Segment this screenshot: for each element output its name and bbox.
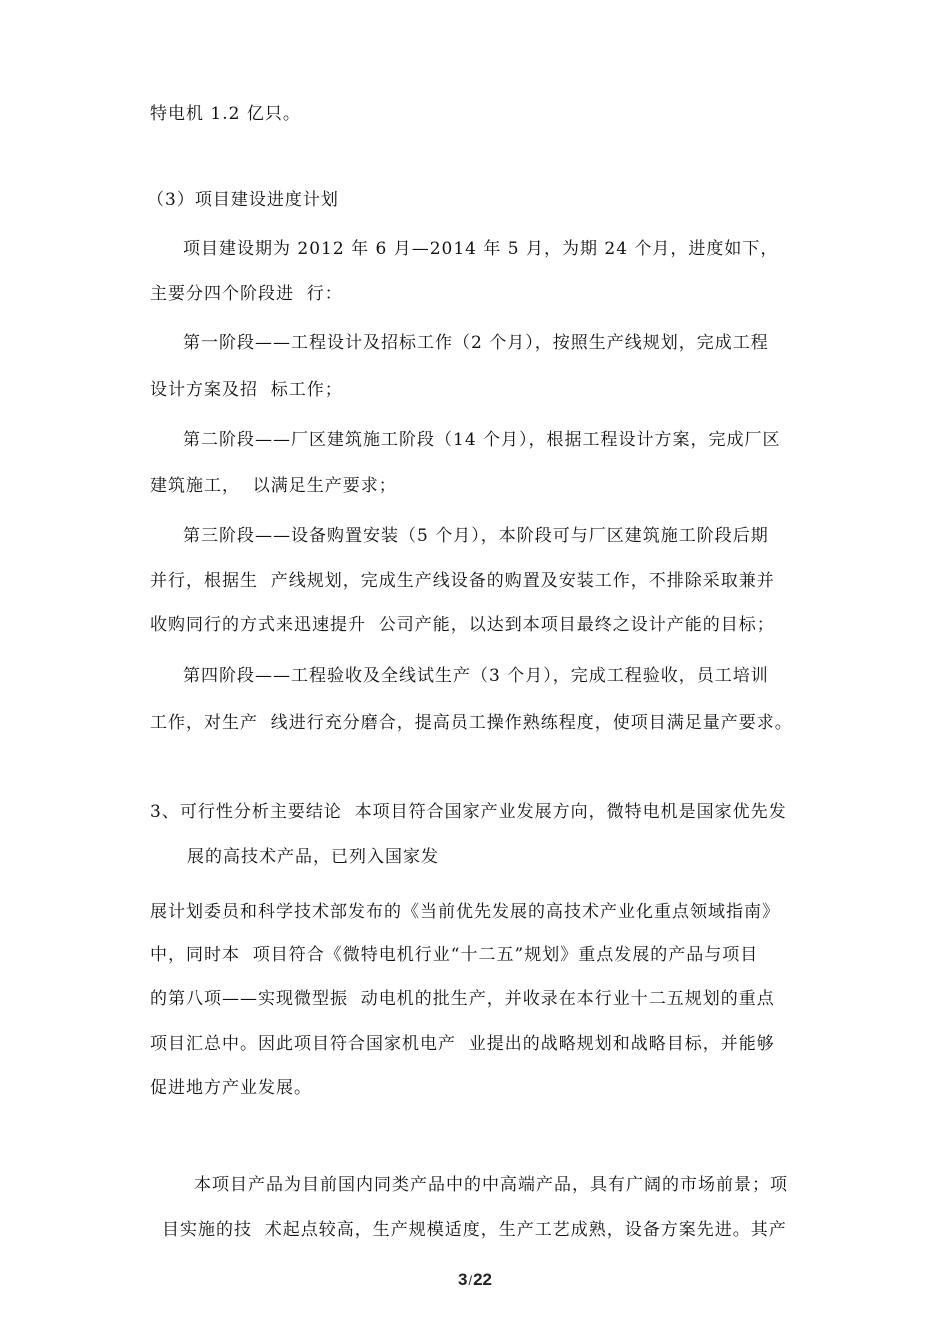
page-total: 22 <box>473 1270 492 1289</box>
section-heading: （3）项目建设进度计划 <box>147 190 339 210</box>
text-line: 展计划委员和科学技术部发布的《当前优先发展的高技术产业化重点领域指南》 <box>150 902 780 922</box>
text-line: 促进地方产业发展。 <box>150 1078 312 1098</box>
page-number <box>0 1270 950 1290</box>
text-line: 工作，对生产 线进行充分磨合，提高员工操作熟练程度，使项目满足量产要求。 <box>150 713 793 733</box>
text-line: 目实施的技 术起点较高，生产规模适度，生产工艺成熟，设备方案先进。其产 <box>162 1220 787 1240</box>
text-line: 主要分四个阶段进 行： <box>150 284 343 304</box>
text-line: 项目建设期为 2012 年 6 月—2014 年 5 月，为期 24 个月，进度如下， <box>183 239 779 259</box>
text-line: 第二阶段——厂区建筑施工阶段（14 个月），根据工程设计方案，完成厂区 <box>183 430 781 450</box>
text-line: 收购同行的方式来迅速提升 公司产能，以达到本项目最终之设计产能的目标； <box>150 615 775 635</box>
text-line: 中，同时本 项目符合《微特电机行业“十二五”规划》重点发展的产品与项目 <box>150 945 759 965</box>
text-line: 第一阶段——工程设计及招标工作（2 个月），按照生产线规划，完成工程 <box>183 333 769 353</box>
text-line: 特电机 1.2 亿只。 <box>150 104 301 124</box>
page-current: 3 <box>457 1270 468 1289</box>
text-line: 的第八项——实现微型振 动电机的批生产，并收录在本行业十二五规划的重点 <box>150 989 775 1009</box>
text-line: 建筑施工， 以满足生产要求； <box>150 476 397 496</box>
text-line: 第三阶段——设备购置安装（5 个月），本阶段可与厂区建筑施工阶段后期 <box>183 526 769 546</box>
text-line: 项目汇总中。因此项目符合国家机电产 业提出的战略规划和战略目标，并能够 <box>150 1034 775 1054</box>
text-line: 并行，根据生 产线规划，完成生产线设备的购置及安装工作，不排除采取兼并 <box>150 571 775 591</box>
text-line: 第四阶段——工程验收及全线试生产（3 个月），完成工程验收，员工培训 <box>183 666 769 686</box>
section-heading: 3、可行性分析主要结论 本项目符合国家产业发展方向，微特电机是国家优先发 <box>150 802 787 822</box>
text-line: 本项目产品为目前国内同类产品中的中高端产品，具有广阔的市场前景；项 <box>194 1175 788 1195</box>
page-separator: / <box>468 1273 473 1288</box>
text-line: 设计方案及招 标工作； <box>150 380 343 400</box>
text-line: 展的高技术产品，已列入国家发 <box>187 847 439 867</box>
